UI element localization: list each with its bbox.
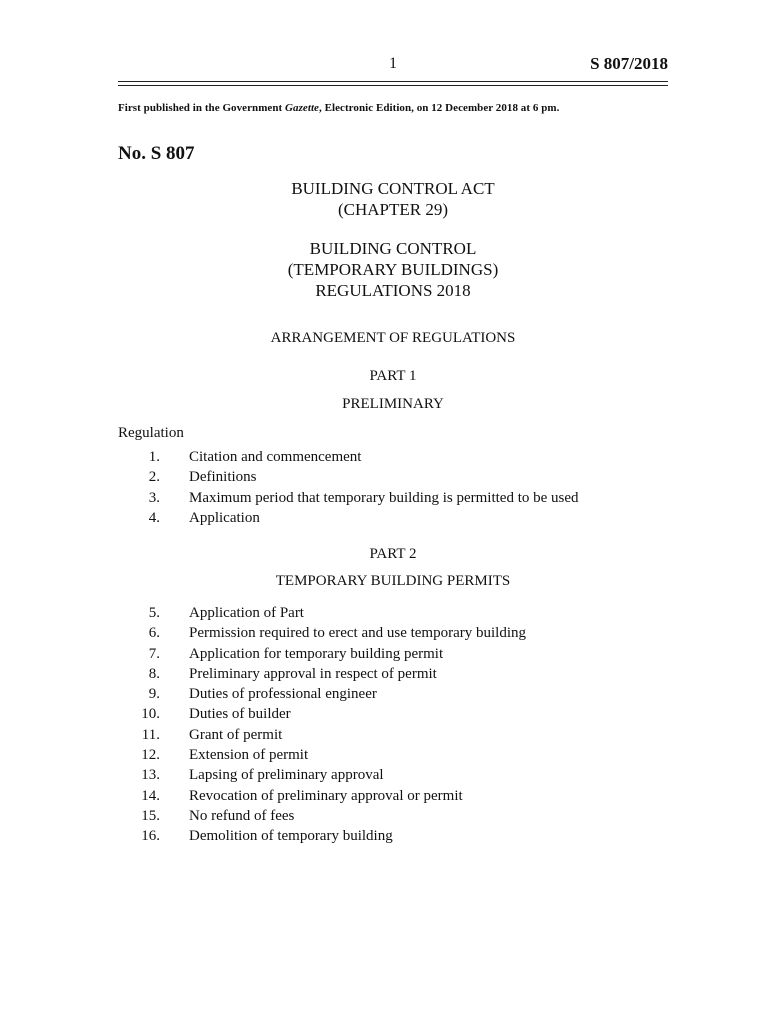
act-title-line-1: BUILDING CONTROL ACT	[291, 179, 495, 198]
regulation-number: 16.	[141, 828, 160, 845]
list-item	[118, 447, 668, 467]
regulation-number: 6.	[148, 625, 160, 642]
regulation-title: Application for temporary building permit	[189, 645, 444, 662]
regulation-number: 8.	[148, 665, 160, 682]
regulation-title: Preliminary approval in respect of permit	[189, 665, 437, 682]
regulation-title: Application of Part	[189, 605, 304, 621]
list-item	[118, 806, 668, 826]
regulation-number: 10.	[141, 706, 160, 723]
list-item	[118, 603, 668, 623]
regulation-title: Revocation of preliminary approval or permit	[189, 787, 463, 804]
regulation-number: 14.	[141, 787, 160, 804]
regulation-title: No refund of fees	[189, 807, 295, 824]
regulation-number: 1.	[148, 449, 160, 465]
list-item	[118, 745, 668, 765]
list-item	[118, 786, 668, 806]
regulation-title: Citation and commencement	[189, 449, 362, 465]
regulation-number: 3.	[148, 489, 160, 506]
part-1-regulation-list	[118, 447, 668, 528]
publication-note	[118, 102, 559, 114]
subsidiary-number: No. S 807	[118, 143, 195, 164]
list-item	[118, 467, 668, 487]
page-number: 1	[389, 55, 397, 72]
publication-suffix: , Electronic Edition, on 12 December 2018 at 6 pm.	[318, 102, 560, 114]
list-item	[118, 684, 668, 704]
regulation-column-label: Regulation	[118, 425, 184, 441]
regulation-number: 11.	[141, 726, 160, 743]
list-item	[118, 644, 668, 664]
publication-prefix: First published in the Government	[118, 102, 286, 114]
regulation-title: Extension of permit	[189, 747, 309, 764]
header-rule-top	[118, 81, 668, 82]
part-1-label: PART 1	[369, 368, 417, 384]
part-1-heading: PRELIMINARY	[342, 396, 444, 412]
regulation-title: Lapsing of preliminary approval	[189, 767, 384, 784]
regulation-title: Definitions	[189, 469, 257, 486]
regulation-title: Duties of builder	[189, 706, 291, 723]
regulation-title: Application	[189, 509, 260, 526]
list-item	[118, 826, 668, 846]
regulations-title	[118, 238, 668, 301]
act-title	[118, 178, 668, 220]
regulation-number: 12.	[141, 747, 160, 764]
list-item	[118, 765, 668, 785]
list-item	[118, 664, 668, 684]
regulation-number: 2.	[148, 469, 160, 486]
regulation-number: 15.	[141, 807, 160, 824]
regulation-number: 9.	[148, 686, 160, 703]
act-title-line-2: (CHAPTER 29)	[337, 200, 449, 219]
list-item	[118, 623, 668, 643]
regulation-title: Demolition of temporary building	[189, 828, 393, 845]
list-item	[118, 725, 668, 745]
regulations-title-line-1: BUILDING CONTROL	[309, 239, 477, 258]
regulations-title-line-3: REGULATIONS 2018	[315, 281, 471, 300]
list-item	[118, 508, 668, 528]
regulation-title: Maximum period that temporary building is permitted to be used	[189, 489, 579, 506]
part-2-heading: TEMPORARY BUILDING PERMITS	[275, 573, 511, 589]
publication-gazette-word: Gazette	[285, 102, 319, 114]
arrangement-heading: ARRANGEMENT OF REGULATIONS	[270, 330, 516, 346]
part-2-regulation-list	[118, 603, 668, 847]
part-2-label: PART 2	[369, 546, 417, 562]
regulation-title: Grant of permit	[189, 726, 283, 743]
regulation-number: 7.	[148, 645, 160, 662]
regulation-number: 13.	[141, 767, 160, 784]
list-item	[118, 704, 668, 724]
regulation-title: Permission required to erect and use temporary building	[189, 625, 526, 642]
gazette-number: S 807/2018	[590, 54, 668, 73]
regulation-number: 4.	[148, 509, 160, 526]
regulation-number: 5.	[148, 605, 160, 621]
list-item	[118, 488, 668, 508]
regulations-title-line-2: (TEMPORARY BUILDINGS)	[287, 260, 499, 279]
regulation-title: Duties of professional engineer	[189, 686, 377, 703]
header-rule-bottom	[118, 85, 668, 86]
